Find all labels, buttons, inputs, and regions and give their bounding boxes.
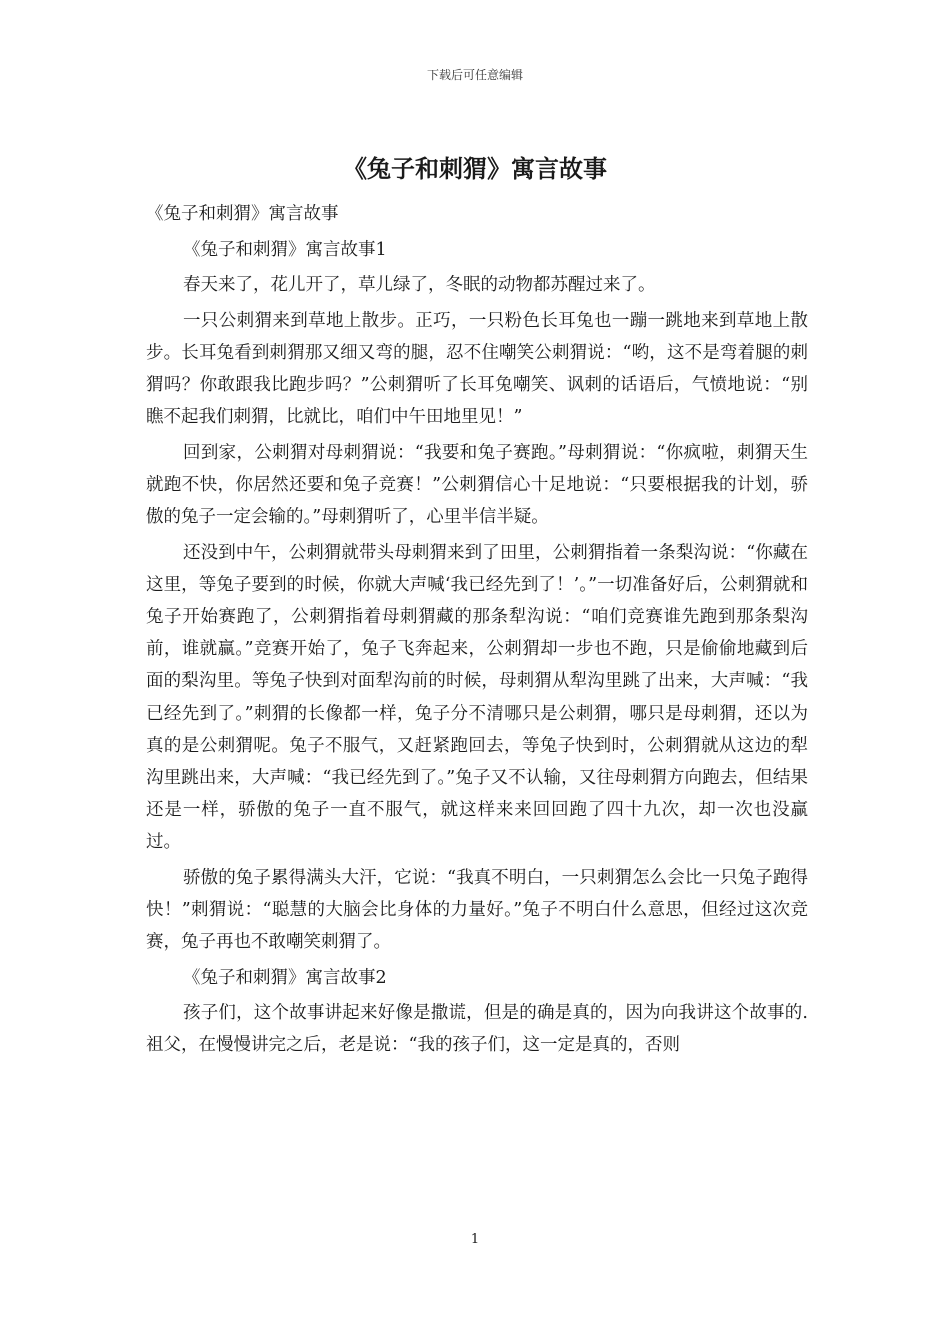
- header-note: 下载后可任意编辑: [426, 68, 523, 82]
- page-number: 1: [470, 1232, 480, 1247]
- paragraph: 骄傲的兔子累得满头大汗，它说：“我真不明白，一只刺猬怎么会比一只兔子跑得快！”刺猬说：“聪慧的大脑会比身体的力量好。”兔子不明白什么意思，但经过这次竞赛，兔子再也不敢嘲笑刺猬了。: [146, 867, 808, 953]
- paragraph: 回到家，公刺猬对母刺猬说：“我要和兔子赛跑。”母刺猬说：“你疯啦，刺猬天生就跑不快，你居然还要和兔子竞赛！”公刺猬信心十足地说：“只要根据我的计划，骄傲的兔子一定会输的。”母刺猬听了，心里半信半疑。: [146, 442, 808, 528]
- paragraph-subtitle: 《兔子和刺猬》寓言故事: [146, 204, 339, 224]
- paragraph-section-heading-1: 《兔子和刺猬》寓言故事1: [183, 239, 387, 260]
- paragraph: 春天来了，花儿开了，草儿绿了，冬眠的动物都苏醒过来了。: [183, 275, 656, 295]
- document-body: [146, 198, 808, 1065]
- paragraph-section-heading-2: 《兔子和刺猬》寓言故事2: [183, 967, 387, 988]
- paragraph: 孩子们，这个故事讲起来好像是撒谎，但是的确是真的，因为向我讲这个故事的.祖父，在慢慢讲完之后，老是说：“我的孩子们，这一定是真的，否则: [146, 1003, 808, 1056]
- document-title: 《兔子和刺猬》寓言故事: [343, 154, 607, 183]
- paragraph: 一只公刺猬来到草地上散步。正巧，一只粉色长耳兔也一蹦一跳地来到草地上散步。长耳兔看到刺猬那又细又弯的腿，忍不住嘲笑公刺猬说：“哟，这不是弯着腿的刺猬吗？你敢跟我比跑步吗？”公刺猬听了长耳兔嘲笑、讽刺的话语后，气愤地说：“别瞧不起我们刺猬，比就比，咱们中午田地里见！”: [146, 310, 808, 428]
- paragraph: 还没到中午，公刺猬就带头母刺猬来到了田里，公刺猬指着一条梨沟说：“你藏在这里，等兔子要到的时候，你就大声喊‘我已经先到了！’。”一切准备好后，公刺猬就和兔子开始赛跑了，公刺猬指着母刺猬藏的那条犁沟说：“咱们竞赛谁先跑到那条梨沟前，谁就赢。”竞赛开始了，兔子飞奔起来，公刺猬却一步也不跑，只是偷偷地藏到后面的梨沟里。等兔子快到对面犁沟前的时候，母刺猬从犁沟里跳了出来，大声喊：“我已经先到了。”刺猬的长像都一样，兔子分不清哪只是公刺猬，哪只是母刺猬，还以为真的是公刺猬呢。兔子不服气，又赶紧跑回去，等兔子快到时，公刺猬就从这边的犁沟里跳出来，大声喊：“我已经先到了。”兔子又不认输，又往母刺猬方向跑去，但结果还是一样，骄傲的兔子一直不服气，就这样来来回回跑了四十九次，却一次也没赢过。: [146, 542, 808, 853]
